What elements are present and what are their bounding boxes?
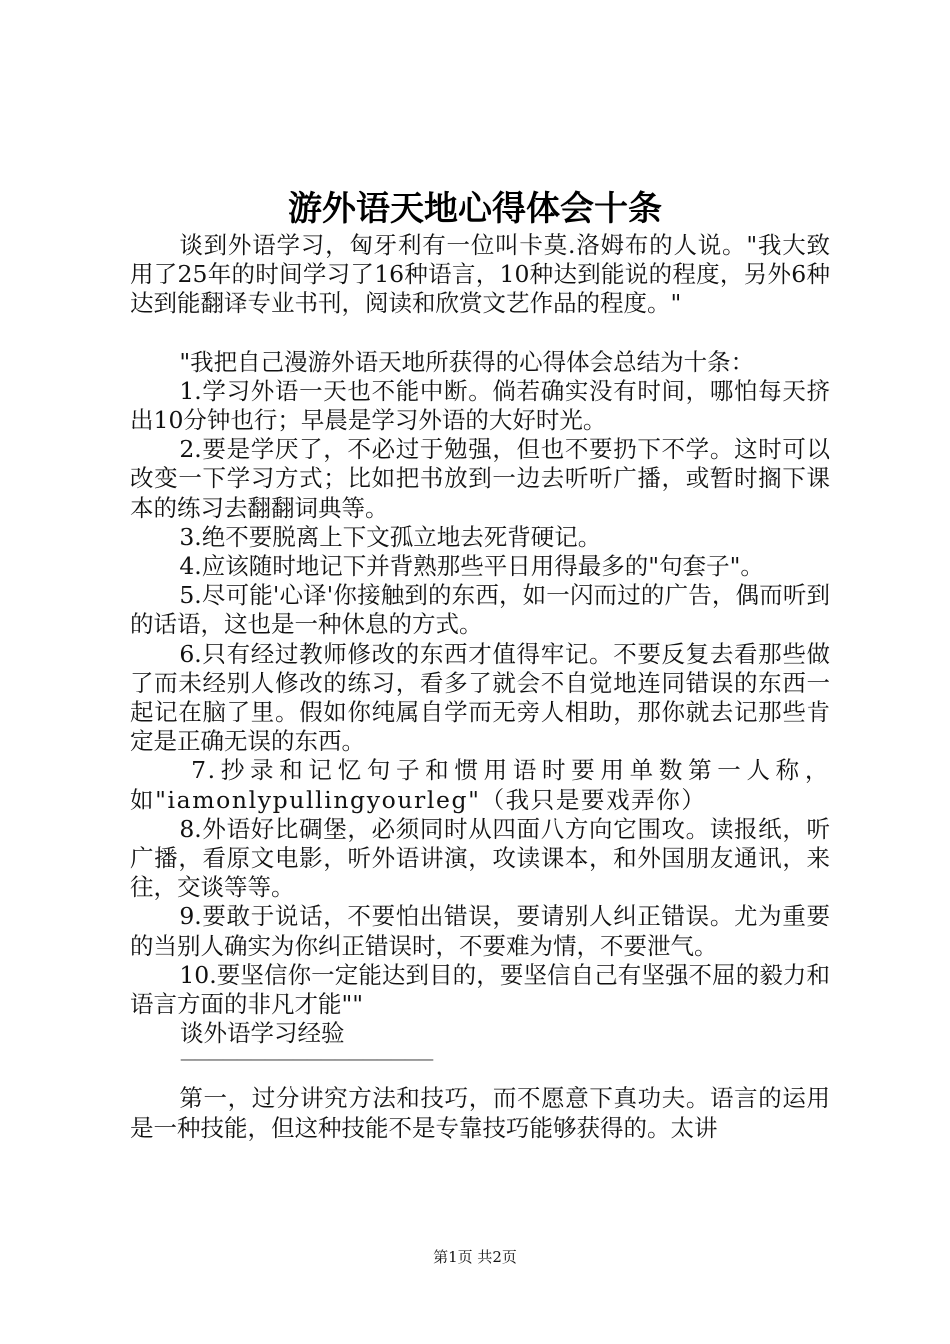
section-divider: —————————————————— <box>180 1049 432 1069</box>
paragraph-tip-1: 1.学习外语一天也不能中断。倘若确实没有时间，哪怕每天挤出10分钟也行；早晨是学习外语的大好时光。 <box>130 376 830 435</box>
paragraph-tip-3: 3.绝不要脱离上下文孤立地去死背硬记。 <box>179 522 602 551</box>
document-body <box>130 231 830 1143</box>
document-title: 游外语天地心得体会十条 <box>288 189 662 229</box>
paragraph-tip-2: 2.要是学厌了，不必过于勉强，但也不要扔下不学。这时可以改变一下学习方式；比如把书放到一边去听听广播，或暂时搁下课本的练习去翻翻词典等。 <box>130 435 830 522</box>
section-heading: 谈外语学习经验 <box>180 1019 345 1048</box>
paragraph-tip-4: 4.应该随时地记下并背熟那些平日用得最多的"句套子"。 <box>179 552 764 581</box>
paragraph-tip-5: 5.尽可能'心译'你接触到的东西，如一闪而过的广告，偶而听到的话语，这也是一种休息的方式。 <box>130 581 830 639</box>
paragraph-lead: "我把自己漫游外语天地所获得的心得体会总结为十条： <box>179 347 755 376</box>
paragraph-tip-6: 6.只有经过教师修改的东西才值得牢记。不要反复去看那些做了而未经别人修改的练习，看多了就会不自觉地连同错误的东西一起记在脑了里。假如你纯属自学而无旁人相助，那你就去记那些肯定是正确无误的东西。 <box>130 639 830 756</box>
paragraph-intro: 谈到外语学习，匈牙利有一位叫卡莫.洛姆布的人说。"我大致用了25年的时间学习了16种语言，10种达到能说的程度，另外6种达到能翻译专业书刊，阅读和欣赏文艺作品的程度。" <box>130 231 830 318</box>
paragraph-experience-1: 第一，过分讲究方法和技巧，而不愿意下真功夫。语言的运用是一种技能，但这种技能不是专靠技巧能够获得的。太讲 <box>130 1084 830 1142</box>
paragraph-tip-9: 9.要敢于说话，不要怕出错误，要请别人纠正错误。尤为重要的当别人确实为你纠正错误时，不要难为情，不要泄气。 <box>130 902 830 960</box>
paragraph-tip-8: 8.外语好比碉堡，必须同时从四面八方向它围攻。读报纸，听广播，看原文电影，听外语讲演，攻读课本，和外国朋友通讯，来往，交谈等等。 <box>130 814 830 902</box>
paragraph-spacer <box>130 319 830 348</box>
paragraph-tip-7: 7.抄录和记忆句子和惯用语时要用单数第一人称，如"iamonlypullingyourleg"（我只是要戏弄你） <box>130 756 830 814</box>
page-footer: 第1页 共2页 <box>433 1248 517 1266</box>
paragraph-tip-10: 10.要坚信你一定能达到目的，要坚信自己有坚强不屈的毅力和语言方面的非凡才能"" <box>130 960 830 1019</box>
